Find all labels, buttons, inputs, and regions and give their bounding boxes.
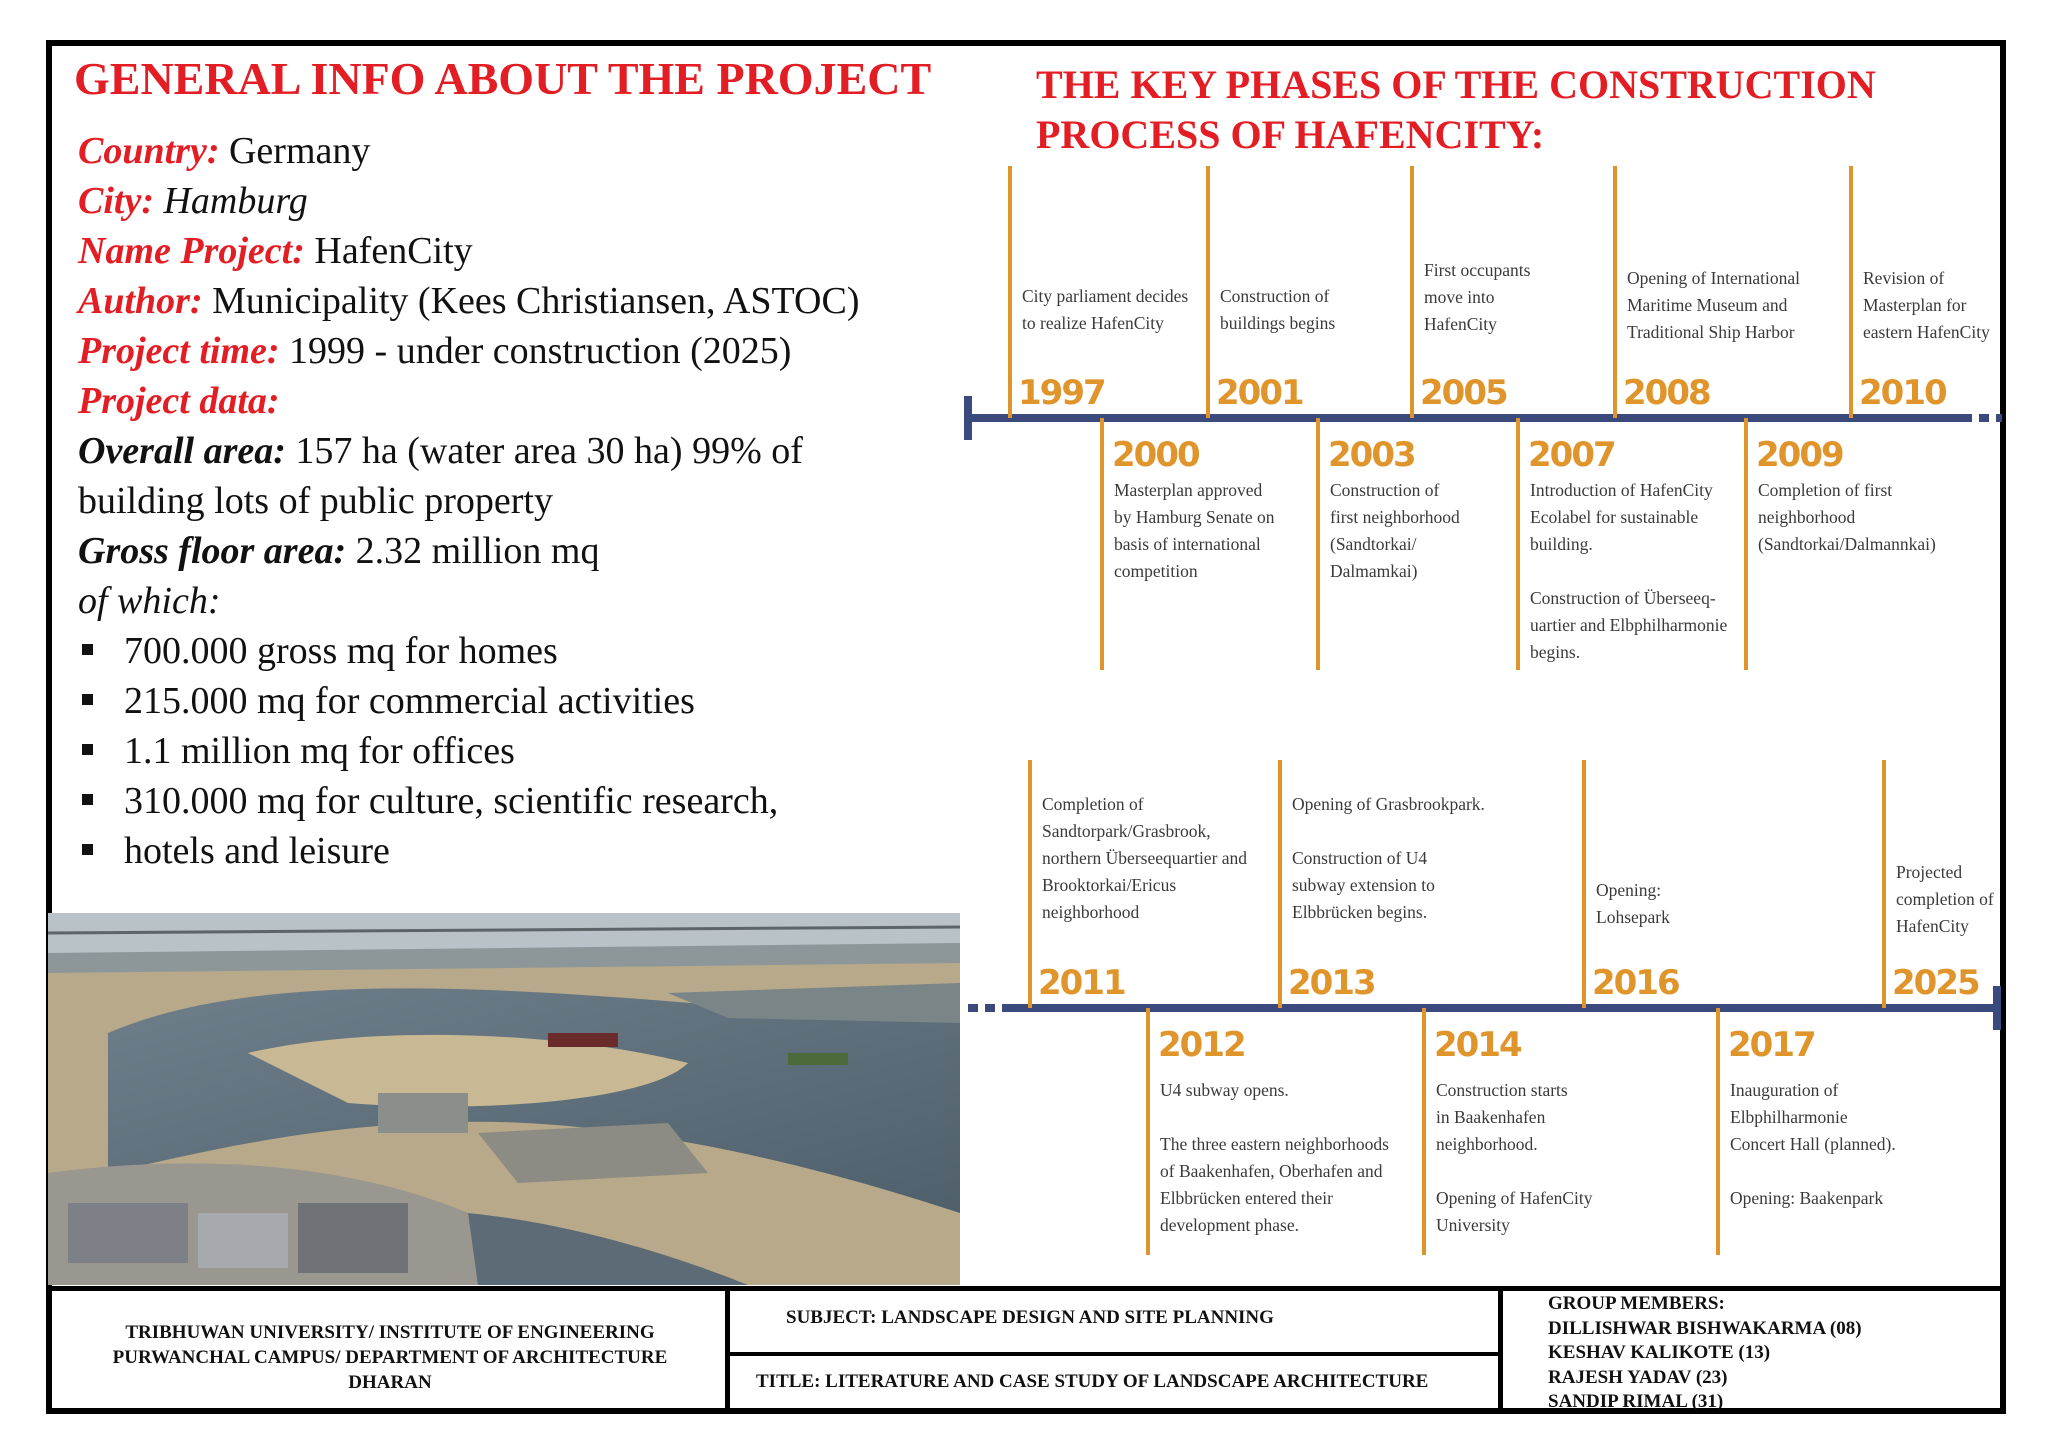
year-label-2014: 2014 xyxy=(1434,1025,1521,1065)
event-text-2016: Opening: xyxy=(1596,880,1662,900)
title-block-divider-3 xyxy=(725,1352,1503,1356)
construction-timeline xyxy=(962,160,2010,1290)
event-text-2005: First occupants xyxy=(1424,260,1531,280)
year-label-2016: 2016 xyxy=(1592,963,1679,1003)
event-text-2007: begins. xyxy=(1530,642,1581,662)
event-text-2014: Construction starts xyxy=(1436,1080,1568,1100)
event-text-2003: (Sandtorkai/ xyxy=(1330,534,1417,554)
event-text-2025: completion of xyxy=(1896,889,1994,909)
event-text-2007: building. xyxy=(1530,534,1593,554)
subject-label: SUBJECT: LANDSCAPE DESIGN AND SITE PLANNING xyxy=(786,1307,1274,1328)
title-block-top-rule xyxy=(46,1286,2006,1291)
event-text-2011: neighborhood xyxy=(1042,902,1140,922)
event-text-2010: Masterplan for xyxy=(1863,295,1967,315)
year-label-2017: 2017 xyxy=(1728,1025,1815,1065)
event-text-2013: Elbbrücken begins. xyxy=(1292,902,1428,922)
list-item-continued: hotels and leisure xyxy=(78,826,958,876)
event-text-2010: eastern HafenCity xyxy=(1863,322,1990,342)
year-label-2013: 2013 xyxy=(1288,963,1375,1003)
event-text-2014: in Baakenhafen xyxy=(1436,1107,1546,1127)
area-line: Overall area: 157 ha (water area 30 ha) 99% of xyxy=(78,430,803,472)
of-which: of which: xyxy=(78,580,221,622)
event-text-2003: Dalmamkai) xyxy=(1330,561,1418,581)
timeline-chart xyxy=(962,160,2010,1290)
event-text-2017: Inauguration of xyxy=(1730,1080,1839,1100)
event-text-2003: Construction of xyxy=(1330,480,1440,500)
event-text-2011: Brooktorkai/Ericus xyxy=(1042,875,1177,895)
year-label-2003: 2003 xyxy=(1328,435,1415,475)
event-text-2011: northern Überseequartier and xyxy=(1042,848,1248,868)
country-line: Country: Germany xyxy=(78,130,371,172)
university-block: TRIBHUWAN UNIVERSITY/ INSTITUTE OF ENGINEERING PURWANCHAL CAMPUS/ DEPARTMENT OF ARCHITECTURE DHARAN xyxy=(112,1322,668,1393)
area-breakdown-list xyxy=(78,626,958,876)
year-label-2010: 2010 xyxy=(1859,373,1946,413)
year-label-2007: 2007 xyxy=(1528,435,1615,475)
event-text-2009: (Sandtorkai/Dalmannkai) xyxy=(1758,534,1936,554)
key-phases-title: THE KEY PHASES OF THE CONSTRUCTION PROCESS OF HAFENCITY: xyxy=(1036,62,1876,157)
event-text-2016: Lohsepark xyxy=(1596,907,1670,927)
aerial-photo-hafencity xyxy=(48,913,960,1285)
year-label-2011: 2011 xyxy=(1038,963,1125,1003)
list-item: 215.000 mq for commercial activities xyxy=(78,676,958,726)
event-text-2012: U4 subway opens. xyxy=(1160,1080,1289,1100)
event-text-2005: move into xyxy=(1424,287,1495,307)
year-label-2008: 2008 xyxy=(1623,373,1710,413)
event-text-2014: Opening of HafenCity xyxy=(1436,1188,1593,1208)
event-text-2009: Completion of first xyxy=(1758,480,1893,500)
title-block-divider-2 xyxy=(1498,1286,1503,1414)
event-text-2005: HafenCity xyxy=(1424,314,1497,334)
aerial-photo-illustration xyxy=(48,913,960,1285)
event-text-2007: uartier and Elbphilharmonie xyxy=(1530,615,1728,635)
event-text-2010: Revision of xyxy=(1863,268,1945,288)
event-text-2001: Construction of xyxy=(1220,286,1330,306)
event-text-2011: Completion of xyxy=(1042,794,1144,814)
event-text-2008: Traditional Ship Harbor xyxy=(1627,322,1795,342)
year-label-2001: 2001 xyxy=(1216,373,1303,413)
event-text-2000: by Hamburg Senate on xyxy=(1114,507,1275,527)
year-label-2025: 2025 xyxy=(1892,963,1979,1003)
event-text-1997: to realize HafenCity xyxy=(1022,313,1164,333)
event-text-2025: Projected xyxy=(1896,862,1963,882)
event-text-2007: Introduction of HafenCity xyxy=(1530,480,1713,500)
year-label-2009: 2009 xyxy=(1756,435,1843,475)
event-text-2009: neighborhood xyxy=(1758,507,1856,527)
event-text-2000: Masterplan approved xyxy=(1114,480,1263,500)
event-text-2012: development phase. xyxy=(1160,1215,1299,1235)
event-text-2000: competition xyxy=(1114,561,1198,581)
sheet-title-label: TITLE: LITERATURE AND CASE STUDY OF LANDSCAPE ARCHITECTURE xyxy=(756,1371,1429,1392)
event-text-2013: Opening of Grasbrookpark. xyxy=(1292,794,1485,814)
list-item: 700.000 gross mq for homes xyxy=(78,626,958,676)
event-text-2011: Sandtorpark/Grasbrook, xyxy=(1042,821,1211,841)
event-text-2014: neighborhood. xyxy=(1436,1134,1538,1154)
list-item: 310.000 mq for culture, scientific research, xyxy=(78,776,958,826)
list-item: 1.1 million mq for offices xyxy=(78,726,958,776)
event-text-2007: Ecolabel for sustainable xyxy=(1530,507,1699,527)
event-text-2017: Elbphilharmonie xyxy=(1730,1107,1848,1127)
event-text-2013: Construction of U4 xyxy=(1292,848,1428,868)
event-text-2012: The three eastern neighborhoods xyxy=(1160,1134,1389,1154)
event-text-2014: University xyxy=(1436,1215,1510,1235)
event-text-2012: Elbbrücken entered their xyxy=(1160,1188,1333,1208)
time-line: Project time: 1999 - under construction (2025) xyxy=(78,330,792,372)
year-label-2005: 2005 xyxy=(1420,373,1507,413)
data-heading: Project data: xyxy=(78,380,280,422)
year-label-1997: 1997 xyxy=(1018,373,1105,413)
event-text-1997: City parliament decides xyxy=(1022,286,1189,306)
event-text-2013: subway extension to xyxy=(1292,875,1435,895)
city-line: City: Hamburg xyxy=(78,180,308,222)
event-text-2017: Concert Hall (planned). xyxy=(1730,1134,1896,1154)
author-line: Author: Municipality (Kees Christiansen, ASTOC) xyxy=(78,280,860,322)
event-text-2007: Construction of Überseeq- xyxy=(1530,588,1716,608)
area-continued: building lots of public property xyxy=(78,480,553,522)
year-label-2000: 2000 xyxy=(1112,435,1199,475)
event-text-2017: Opening: Baakenpark xyxy=(1730,1188,1884,1208)
general-info-title: GENERAL INFO ABOUT THE PROJECT xyxy=(74,53,932,104)
project-info xyxy=(78,126,958,876)
name-line: Name Project: HafenCity xyxy=(78,230,473,272)
event-text-2012: of Baakenhafen, Oberhafen and xyxy=(1160,1161,1383,1181)
event-text-2000: basis of international xyxy=(1114,534,1261,554)
gfa-line: Gross floor area: 2.32 million mq xyxy=(78,530,600,572)
year-label-2012: 2012 xyxy=(1158,1025,1245,1065)
event-text-2003: first neighborhood xyxy=(1330,507,1460,527)
event-text-2025: HafenCity xyxy=(1896,916,1969,936)
event-text-2001: buildings begins xyxy=(1220,313,1336,333)
group-members: GROUP MEMBERS: DILLISHWAR BISHWAKARMA (08) KESHAV KALIKOTE (13) RAJESH YADAV (23) SANDIP RIMAL (31) xyxy=(1548,1293,1862,1412)
event-text-2008: Opening of International xyxy=(1627,268,1801,288)
event-text-2008: Maritime Museum and xyxy=(1627,295,1788,315)
